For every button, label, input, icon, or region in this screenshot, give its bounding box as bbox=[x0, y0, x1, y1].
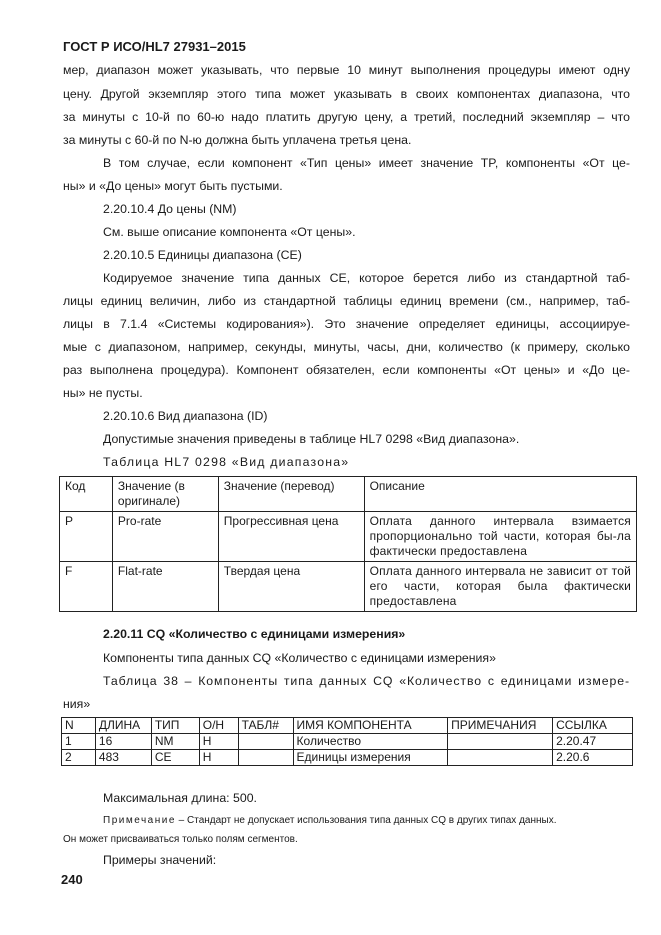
table-cell: Единицы измерения bbox=[293, 750, 448, 766]
table-header-cell: О/Н bbox=[199, 718, 238, 734]
table-cell: F bbox=[60, 562, 113, 612]
table-cell: Flat-rate bbox=[112, 562, 218, 612]
note-label: Примечание bbox=[103, 815, 176, 826]
para1-line-3: за минуты с 10-й по 60-ю надо платить другую цену, а третий, последний экземпляр – что bbox=[63, 110, 630, 124]
table-row bbox=[60, 512, 637, 562]
para2-line-1: В том случае, если компонент «Тип цены» имеет значение TP, компоненты «От це- bbox=[103, 156, 630, 170]
para2-line-2: ны» и «До цены» могут быть пустыми. bbox=[63, 179, 283, 193]
max-length-text: Максимальная длина: 500. bbox=[103, 791, 257, 805]
para3-line-3: лицы в 7.1.4 «Системы кодирования»). Это значение определяет единицы, ассоциируе- bbox=[63, 317, 630, 331]
running-header: ГОСТ Р ИСО/HL7 27931–2015 bbox=[63, 39, 246, 54]
table-cell: Оплата данного интервала взимается пропорционально той части, которая бы-ла фактически предоставлена bbox=[364, 512, 636, 562]
table2-caption-line-2: ния» bbox=[63, 697, 91, 711]
table-cell: 483 bbox=[95, 750, 151, 766]
table-header-cell: ССЫЛКА bbox=[553, 718, 633, 734]
table-header-cell: ПРИМЕЧАНИЯ bbox=[448, 718, 553, 734]
table-cell bbox=[238, 750, 293, 766]
table-header-cell: Значение (в оригинале) bbox=[112, 477, 218, 512]
table-cell: 2.20.6 bbox=[553, 750, 633, 766]
table1-caption: Таблица HL7 0298 «Вид диапазона» bbox=[103, 455, 350, 469]
note-text-1: – Стандарт не допускает использования типа данных CQ в других типах данных. bbox=[175, 815, 557, 826]
section-2-20-10-5-heading: 2.20.10.5 Единицы диапазона (CE) bbox=[103, 248, 302, 262]
table-row bbox=[62, 734, 633, 750]
para3-line-4: мые с диапазоном, например, секунды, минуты, часы, дни, количество (к примеру, сколько bbox=[63, 340, 630, 354]
table-cell bbox=[448, 750, 553, 766]
para3-line-2: лицы единиц величин, либо из стандартной таблицы единиц времени (см., например, таб- bbox=[63, 294, 630, 308]
table-cell bbox=[238, 734, 293, 750]
para1-line-1: мер, диапазон может указывать, что первые 10 минут выполнения процедуры имеют одну bbox=[63, 63, 630, 77]
table-cell: Оплата данного интервала не зависит от той его части, которая была фактически предоставлена bbox=[364, 562, 636, 612]
table-header-cell: ДЛИНА bbox=[95, 718, 151, 734]
section-2-20-10-4-text: См. выше описание компонента «От цены». bbox=[103, 225, 356, 239]
table-cell: 1 bbox=[62, 734, 96, 750]
table-header-cell: N bbox=[62, 718, 96, 734]
section-2-20-11-text: Компоненты типа данных CQ «Количество с единицами измерения» bbox=[103, 651, 496, 665]
page-number: 240 bbox=[61, 872, 83, 887]
note-line-2: Он может присваиваться только полям сегментов. bbox=[63, 834, 298, 845]
table2-caption-line-1: Таблица 38 – Компоненты типа данных CQ «Количество с единицами измере- bbox=[103, 674, 630, 688]
table-header-cell: ТИП bbox=[151, 718, 199, 734]
para1-line-2: цену. Другой экземпляр этого типа может указывать в своих компонентах диапазона, что bbox=[63, 87, 630, 101]
table-header-cell: ИМЯ КОМПОНЕНТА bbox=[293, 718, 448, 734]
note-line-1 bbox=[103, 815, 557, 826]
para3-line-6: ны» не пусты. bbox=[63, 386, 143, 400]
table-row bbox=[60, 562, 637, 612]
table-cell: Н bbox=[199, 750, 238, 766]
table-header-cell: Код bbox=[60, 477, 113, 512]
examples-label: Примеры значений: bbox=[103, 853, 217, 867]
section-2-20-10-4-heading: 2.20.10.4 До цены (NM) bbox=[103, 202, 237, 216]
table-header-row bbox=[60, 477, 637, 512]
table-cell: Прогрессивная цена bbox=[218, 512, 364, 562]
table-header-cell: Описание bbox=[364, 477, 636, 512]
table-cell bbox=[448, 734, 553, 750]
table-cell: Твердая цена bbox=[218, 562, 364, 612]
table-cell: Н bbox=[199, 734, 238, 750]
range-type-table bbox=[59, 476, 637, 612]
cq-components-table bbox=[61, 717, 633, 766]
para1-line-4: за минуты с 60-й по N-ю должна быть уплачена третья цена. bbox=[63, 133, 412, 147]
table-cell: CE bbox=[151, 750, 199, 766]
section-2-20-11-heading: 2.20.11 CQ «Количество с единицами измерения» bbox=[103, 627, 406, 641]
section-2-20-10-6-heading: 2.20.10.6 Вид диапазона (ID) bbox=[103, 409, 268, 423]
para3-line-5: раз выполнена процедура). Компонент обязателен, если компоненты «От цены» и «До це- bbox=[63, 363, 630, 377]
para3-line-1: Кодируемое значение типа данных CE, которое берется либо из стандартной таб- bbox=[103, 271, 630, 285]
table-header-cell: Значение (перевод) bbox=[218, 477, 364, 512]
table-cell: 16 bbox=[95, 734, 151, 750]
table-cell: Количество bbox=[293, 734, 448, 750]
table-cell: NM bbox=[151, 734, 199, 750]
table-cell: 2.20.47 bbox=[553, 734, 633, 750]
table-cell: 2 bbox=[62, 750, 96, 766]
table-header-row bbox=[62, 718, 633, 734]
table-row bbox=[62, 750, 633, 766]
table-cell: P bbox=[60, 512, 113, 562]
section-2-20-10-6-text: Допустимые значения приведены в таблице HL7 0298 «Вид диапазона». bbox=[103, 432, 520, 446]
table-header-cell: ТАБЛ# bbox=[238, 718, 293, 734]
table-cell: Pro-rate bbox=[112, 512, 218, 562]
